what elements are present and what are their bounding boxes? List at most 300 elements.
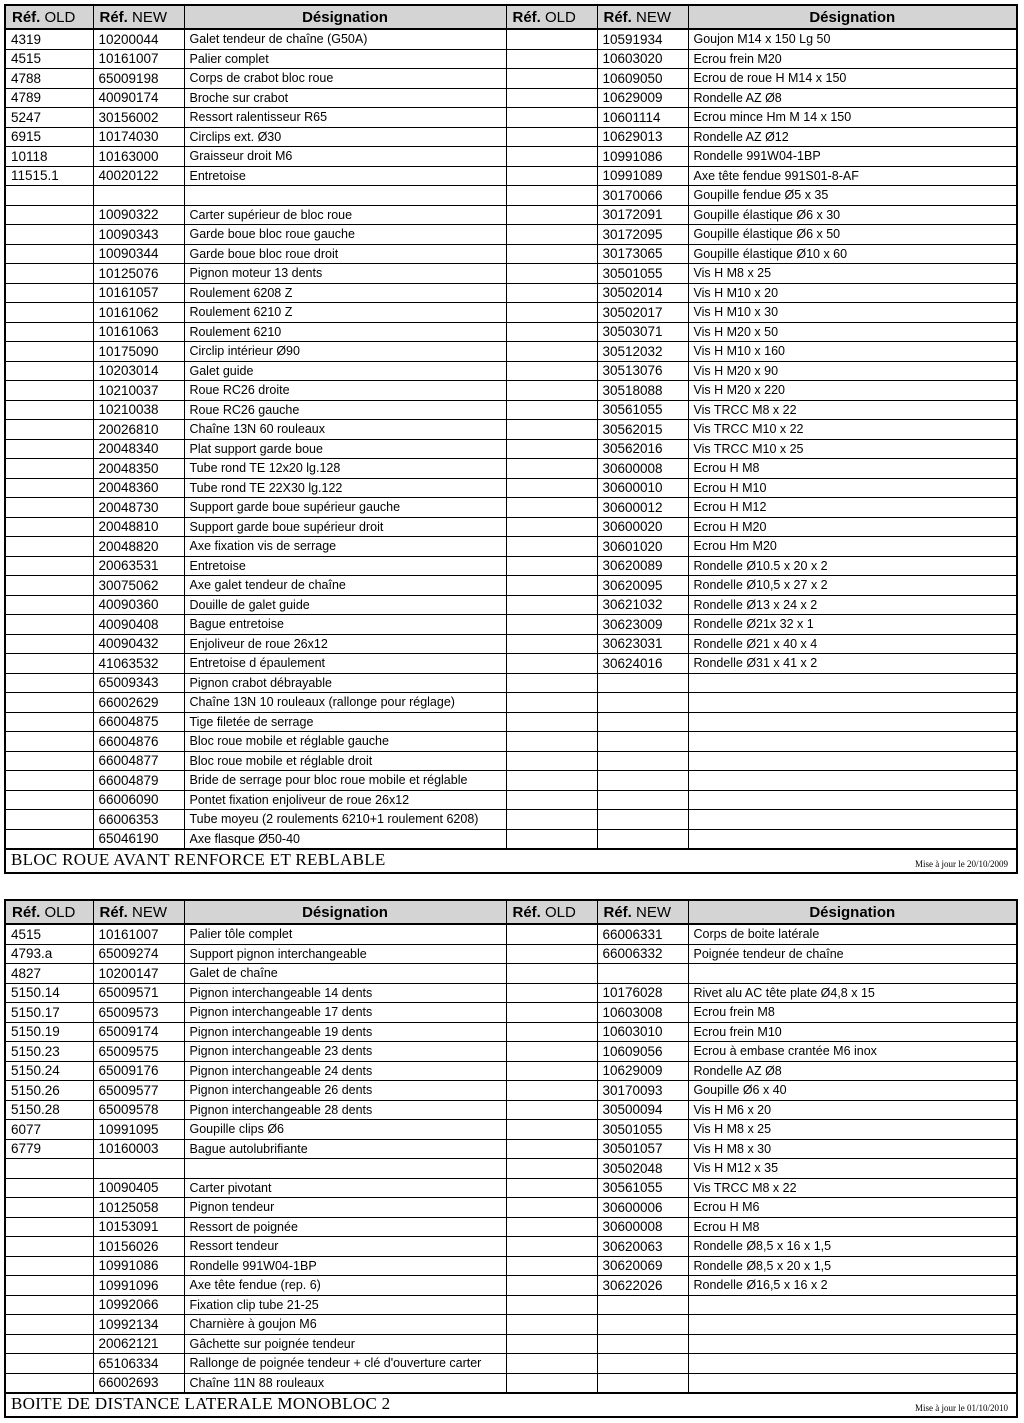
- table-row: [6, 478, 1016, 498]
- ref-new-cell: 30600008: [597, 459, 688, 479]
- designation-cell: Goupille Ø6 x 40: [688, 1081, 1016, 1101]
- designation-cell: Vis H M10 x 30: [688, 303, 1016, 323]
- ref-new-cell: [597, 673, 688, 693]
- ref-old-cell: [6, 342, 93, 362]
- ref-new-cell: [93, 186, 184, 206]
- ref-new-cell: 10090322: [93, 205, 184, 225]
- ref-new-cell: 65009274: [93, 944, 184, 964]
- designation-cell: Bloc roue mobile et réglable gauche: [184, 732, 506, 752]
- designation-cell: [184, 186, 506, 206]
- table-row: [6, 615, 1016, 635]
- designation-cell: Pignon interchangeable 26 dents: [184, 1081, 506, 1101]
- ref-new-cell: 10210037: [93, 381, 184, 401]
- designation-cell: Ecrou H M10: [688, 478, 1016, 498]
- designation-cell: Axe tête fendue (rep. 6): [184, 1276, 506, 1296]
- ref-old-cell: [506, 1256, 597, 1276]
- ref-old-cell: [506, 205, 597, 225]
- ref-new-cell: 30600020: [597, 517, 688, 537]
- designation-cell: Fixation clip tube 21-25: [184, 1295, 506, 1315]
- ref-new-cell: [597, 1315, 688, 1335]
- designation-cell: Vis H M20 x 220: [688, 381, 1016, 401]
- ref-new-cell: 66006353: [93, 810, 184, 830]
- ref-new-cell: 10163000: [93, 147, 184, 167]
- ref-old-cell: [506, 1061, 597, 1081]
- ref-old-cell: [506, 654, 597, 674]
- designation-cell: Vis TRCC M10 x 25: [688, 439, 1016, 459]
- table-row: [6, 517, 1016, 537]
- ref-new-cell: [597, 751, 688, 771]
- table-row: [6, 964, 1016, 984]
- table-row: [6, 420, 1016, 440]
- designation-cell: Vis H M10 x 20: [688, 283, 1016, 303]
- designation-cell: Roulement 6208 Z: [184, 283, 506, 303]
- table-row: [6, 595, 1016, 615]
- parts-sheet-boite-distance: [4, 899, 1018, 1418]
- ref-new-cell: [597, 810, 688, 830]
- designation-cell: Ecrou de roue H M14 x 150: [688, 69, 1016, 89]
- designation-cell: Goupille élastique Ø6 x 30: [688, 205, 1016, 225]
- ref-old-cell: [6, 283, 93, 303]
- ref-new-cell: 30512032: [597, 342, 688, 362]
- designation-cell: Roulement 6210: [184, 322, 506, 342]
- ref-old-cell: [6, 1159, 93, 1179]
- sheet-footer: [6, 1392, 1016, 1416]
- designation-cell: Enjoliveur de roue 26x12: [184, 634, 506, 654]
- table-row: [6, 69, 1016, 89]
- col-ref-new: Réf. NEW: [597, 6, 688, 29]
- ref-old-cell: [6, 420, 93, 440]
- designation-cell: Garde boue bloc roue gauche: [184, 225, 506, 245]
- designation-cell: Vis H M8 x 25: [688, 264, 1016, 284]
- table-row: [6, 732, 1016, 752]
- table-row: [6, 322, 1016, 342]
- table-row: [6, 673, 1016, 693]
- designation-cell: Ecrou H M8: [688, 459, 1016, 479]
- designation-cell: Vis H M8 x 25: [688, 1120, 1016, 1140]
- ref-new-cell: 30620089: [597, 556, 688, 576]
- ref-new-cell: 40020122: [93, 166, 184, 186]
- ref-old-cell: [6, 732, 93, 752]
- ref-old-cell: [506, 1003, 597, 1023]
- table-row: [6, 498, 1016, 518]
- ref-new-cell: 10125058: [93, 1198, 184, 1218]
- ref-new-cell: 65009343: [93, 673, 184, 693]
- ref-old-cell: 5150.17: [6, 1003, 93, 1023]
- ref-old-cell: [506, 790, 597, 810]
- ref-new-cell: 40090174: [93, 88, 184, 108]
- ref-new-cell: 30501055: [597, 1120, 688, 1140]
- ref-old-cell: 11515.1: [6, 166, 93, 186]
- table-row: [6, 127, 1016, 147]
- ref-old-cell: [6, 634, 93, 654]
- ref-old-cell: [506, 732, 597, 752]
- ref-new-cell: 20048350: [93, 459, 184, 479]
- designation-cell: Ecrou frein M20: [688, 49, 1016, 69]
- ref-old-cell: [506, 342, 597, 362]
- ref-new-cell: 30620063: [597, 1237, 688, 1257]
- ref-new-cell: 10609050: [597, 69, 688, 89]
- designation-cell: Pignon interchangeable 24 dents: [184, 1061, 506, 1081]
- ref-new-cell: 66004879: [93, 771, 184, 791]
- designation-cell: Goupille élastique Ø10 x 60: [688, 244, 1016, 264]
- ref-new-cell: [597, 712, 688, 732]
- designation-cell: Rondelle Ø8,5 x 20 x 1,5: [688, 1256, 1016, 1276]
- ref-old-cell: [6, 1217, 93, 1237]
- ref-old-cell: [6, 439, 93, 459]
- ref-new-cell: 30170066: [597, 186, 688, 206]
- ref-old-cell: [6, 712, 93, 732]
- table-row: [6, 29, 1016, 49]
- designation-cell: Ecrou frein M8: [688, 1003, 1016, 1023]
- ref-old-cell: [506, 498, 597, 518]
- ref-new-cell: 65009573: [93, 1003, 184, 1023]
- designation-cell: Chaîne 11N 88 rouleaux: [184, 1373, 506, 1393]
- ref-old-cell: [6, 771, 93, 791]
- ref-new-cell: 65046190: [93, 829, 184, 849]
- table-row: [6, 712, 1016, 732]
- table-row: [6, 1081, 1016, 1101]
- ref-new-cell: 20062121: [93, 1334, 184, 1354]
- designation-cell: Goupille élastique Ø6 x 50: [688, 225, 1016, 245]
- ref-old-cell: [506, 751, 597, 771]
- ref-old-cell: [506, 186, 597, 206]
- designation-cell: Entretoise: [184, 556, 506, 576]
- ref-new-cell: 10629013: [597, 127, 688, 147]
- designation-cell: Pignon tendeur: [184, 1198, 506, 1218]
- ref-old-cell: [506, 1100, 597, 1120]
- designation-cell: Corps de boite latérale: [688, 924, 1016, 944]
- ref-old-cell: [6, 498, 93, 518]
- ref-new-cell: 10176028: [597, 983, 688, 1003]
- ref-new-cell: 10090405: [93, 1178, 184, 1198]
- designation-cell: Axe galet tendeur de chaîne: [184, 576, 506, 596]
- ref-new-cell: 10210038: [93, 400, 184, 420]
- ref-new-cell: 30170093: [597, 1081, 688, 1101]
- table-row: [6, 1178, 1016, 1198]
- col-ref-new: Réf. NEW: [597, 901, 688, 924]
- table-row: [6, 400, 1016, 420]
- col-ref-old: Réf. OLD: [506, 6, 597, 29]
- designation-cell: [688, 964, 1016, 984]
- ref-new-cell: 10200147: [93, 964, 184, 984]
- ref-new-cell: 30620095: [597, 576, 688, 596]
- ref-old-cell: [506, 1120, 597, 1140]
- designation-cell: Gâchette sur poignée tendeur: [184, 1334, 506, 1354]
- designation-cell: Carter pivotant: [184, 1178, 506, 1198]
- ref-old-cell: [506, 1178, 597, 1198]
- designation-cell: Rondelle AZ Ø8: [688, 1061, 1016, 1081]
- designation-cell: Rondelle Ø16,5 x 16 x 2: [688, 1276, 1016, 1296]
- ref-new-cell: 66004877: [93, 751, 184, 771]
- table-row: [6, 1276, 1016, 1296]
- ref-new-cell: 10601114: [597, 108, 688, 128]
- table-row: [6, 49, 1016, 69]
- designation-cell: Ecrou frein M10: [688, 1022, 1016, 1042]
- ref-old-cell: [506, 829, 597, 849]
- designation-cell: Goupille clips Ø6: [184, 1120, 506, 1140]
- table-row: [6, 751, 1016, 771]
- ref-new-cell: 65009198: [93, 69, 184, 89]
- ref-new-cell: 30500094: [597, 1100, 688, 1120]
- ref-new-cell: 20048730: [93, 498, 184, 518]
- ref-old-cell: 4827: [6, 964, 93, 984]
- table-row: [6, 264, 1016, 284]
- ref-old-cell: [506, 693, 597, 713]
- table-row: [6, 283, 1016, 303]
- table-row: [6, 1334, 1016, 1354]
- table-row: [6, 810, 1016, 830]
- ref-old-cell: [6, 264, 93, 284]
- ref-old-cell: [6, 478, 93, 498]
- ref-old-cell: [506, 1276, 597, 1296]
- designation-cell: Rondelle Ø13 x 24 x 2: [688, 595, 1016, 615]
- ref-new-cell: 40090408: [93, 615, 184, 635]
- table-row: [6, 944, 1016, 964]
- ref-old-cell: [6, 751, 93, 771]
- ref-new-cell: [597, 790, 688, 810]
- ref-new-cell: 10609056: [597, 1042, 688, 1062]
- designation-cell: [688, 1354, 1016, 1374]
- ref-new-cell: 30561055: [597, 400, 688, 420]
- designation-cell: Galet tendeur de chaîne (G50A): [184, 29, 506, 49]
- ref-old-cell: [6, 829, 93, 849]
- table-row: [6, 147, 1016, 167]
- ref-old-cell: 5150.24: [6, 1061, 93, 1081]
- designation-cell: Tube moyeu (2 roulements 6210+1 roulement 6208): [184, 810, 506, 830]
- table-header-row: [6, 6, 1016, 29]
- ref-new-cell: 30621032: [597, 595, 688, 615]
- ref-new-cell: 65009571: [93, 983, 184, 1003]
- parts-table: [6, 6, 1016, 849]
- ref-new-cell: 30623009: [597, 615, 688, 635]
- ref-new-cell: 10125076: [93, 264, 184, 284]
- table-row: [6, 459, 1016, 479]
- table-row: [6, 983, 1016, 1003]
- ref-new-cell: [597, 1354, 688, 1374]
- col-ref-new: Réf. NEW: [93, 6, 184, 29]
- ref-old-cell: [6, 790, 93, 810]
- ref-old-cell: 5150.19: [6, 1022, 93, 1042]
- ref-old-cell: [506, 400, 597, 420]
- designation-cell: Roue RC26 gauche: [184, 400, 506, 420]
- designation-cell: [688, 1315, 1016, 1335]
- designation-cell: Rondelle Ø31 x 41 x 2: [688, 654, 1016, 674]
- ref-new-cell: 30622026: [597, 1276, 688, 1296]
- ref-old-cell: [506, 264, 597, 284]
- col-designation: Désignation: [688, 901, 1016, 924]
- designation-cell: Vis H M8 x 30: [688, 1139, 1016, 1159]
- designation-cell: Rondelle Ø10,5 x 27 x 2: [688, 576, 1016, 596]
- ref-new-cell: 10174030: [93, 127, 184, 147]
- ref-new-cell: 30501055: [597, 264, 688, 284]
- designation-cell: [688, 673, 1016, 693]
- ref-new-cell: [597, 771, 688, 791]
- ref-new-cell: 10161007: [93, 49, 184, 69]
- ref-new-cell: [597, 1295, 688, 1315]
- ref-old-cell: [6, 615, 93, 635]
- table-row: [6, 924, 1016, 944]
- ref-old-cell: [506, 1354, 597, 1374]
- ref-new-cell: 65009176: [93, 1061, 184, 1081]
- ref-new-cell: 65106334: [93, 1354, 184, 1374]
- designation-cell: Vis H M6 x 20: [688, 1100, 1016, 1120]
- ref-new-cell: 30562016: [597, 439, 688, 459]
- table-row: [6, 166, 1016, 186]
- ref-old-cell: [506, 478, 597, 498]
- table-row: [6, 439, 1016, 459]
- ref-old-cell: [506, 381, 597, 401]
- table-row: [6, 790, 1016, 810]
- table-row: [6, 342, 1016, 362]
- col-designation: Désignation: [184, 6, 506, 29]
- designation-cell: Circlips ext. Ø30: [184, 127, 506, 147]
- ref-new-cell: 10161007: [93, 924, 184, 944]
- update-date: Mise à jour le 01/10/2010: [915, 1403, 1008, 1413]
- ref-old-cell: [506, 108, 597, 128]
- ref-old-cell: [506, 634, 597, 654]
- ref-old-cell: [506, 595, 597, 615]
- designation-cell: Axe fixation vis de serrage: [184, 537, 506, 557]
- designation-cell: Rondelle Ø8,5 x 16 x 1,5: [688, 1237, 1016, 1257]
- ref-old-cell: 5150.23: [6, 1042, 93, 1062]
- ref-old-cell: [6, 322, 93, 342]
- ref-new-cell: 30513076: [597, 361, 688, 381]
- ref-new-cell: 10991086: [597, 147, 688, 167]
- parts-table-body: [6, 924, 1016, 1393]
- designation-cell: [688, 771, 1016, 791]
- ref-old-cell: [506, 1022, 597, 1042]
- designation-cell: Axe tête fendue 991S01-8-AF: [688, 166, 1016, 186]
- table-row: [6, 1100, 1016, 1120]
- ref-old-cell: [506, 712, 597, 732]
- designation-cell: Ressort de poignée: [184, 1217, 506, 1237]
- ref-old-cell: [506, 439, 597, 459]
- ref-new-cell: 30156002: [93, 108, 184, 128]
- ref-new-cell: 10603008: [597, 1003, 688, 1023]
- table-row: [6, 205, 1016, 225]
- table-row: [6, 361, 1016, 381]
- designation-cell: Rallonge de poignée tendeur + clé d'ouverture carter: [184, 1354, 506, 1374]
- table-row: [6, 1120, 1016, 1140]
- designation-cell: Pignon interchangeable 14 dents: [184, 983, 506, 1003]
- ref-new-cell: [597, 693, 688, 713]
- ref-new-cell: 30624016: [597, 654, 688, 674]
- ref-old-cell: [506, 944, 597, 964]
- ref-new-cell: 30503071: [597, 322, 688, 342]
- ref-old-cell: [506, 88, 597, 108]
- table-row: [6, 108, 1016, 128]
- ref-new-cell: 30172095: [597, 225, 688, 245]
- ref-new-cell: 65009577: [93, 1081, 184, 1101]
- ref-old-cell: [506, 459, 597, 479]
- table-row: [6, 829, 1016, 849]
- ref-old-cell: [506, 283, 597, 303]
- designation-cell: [688, 790, 1016, 810]
- ref-old-cell: [6, 205, 93, 225]
- ref-old-cell: [506, 29, 597, 49]
- ref-new-cell: [597, 732, 688, 752]
- designation-cell: Charnière à goujon M6: [184, 1315, 506, 1335]
- col-ref-old: Réf. OLD: [6, 6, 93, 29]
- designation-cell: Carter supérieur de bloc roue: [184, 205, 506, 225]
- table-row: [6, 1217, 1016, 1237]
- ref-new-cell: 20048340: [93, 439, 184, 459]
- ref-new-cell: 10153091: [93, 1217, 184, 1237]
- designation-cell: [688, 1295, 1016, 1315]
- designation-cell: Pignon interchangeable 28 dents: [184, 1100, 506, 1120]
- designation-cell: Rondelle Ø21 x 40 x 4: [688, 634, 1016, 654]
- table-row: [6, 1237, 1016, 1257]
- ref-old-cell: [506, 127, 597, 147]
- designation-cell: [688, 712, 1016, 732]
- table-row: [6, 537, 1016, 557]
- designation-cell: Tube rond TE 22X30 lg.122: [184, 478, 506, 498]
- ref-old-cell: [6, 1354, 93, 1374]
- ref-new-cell: 30502014: [597, 283, 688, 303]
- ref-old-cell: [506, 1334, 597, 1354]
- designation-cell: Vis TRCC M8 x 22: [688, 1178, 1016, 1198]
- ref-old-cell: [6, 1315, 93, 1335]
- ref-old-cell: [506, 322, 597, 342]
- ref-new-cell: 10203014: [93, 361, 184, 381]
- designation-cell: Bride de serrage pour bloc roue mobile et réglable: [184, 771, 506, 791]
- ref-new-cell: 10200044: [93, 29, 184, 49]
- ref-old-cell: [506, 1159, 597, 1179]
- ref-new-cell: 10161062: [93, 303, 184, 323]
- designation-cell: Vis TRCC M10 x 22: [688, 420, 1016, 440]
- ref-new-cell: [93, 1159, 184, 1179]
- ref-new-cell: 30600012: [597, 498, 688, 518]
- designation-cell: Rondelle AZ Ø12: [688, 127, 1016, 147]
- col-ref-old: Réf. OLD: [506, 901, 597, 924]
- ref-old-cell: [506, 810, 597, 830]
- ref-old-cell: [506, 1139, 597, 1159]
- ref-old-cell: [6, 1237, 93, 1257]
- designation-cell: Circlip intérieur Ø90: [184, 342, 506, 362]
- ref-old-cell: [6, 459, 93, 479]
- ref-old-cell: [6, 1276, 93, 1296]
- table-row: [6, 1315, 1016, 1335]
- designation-cell: Roue RC26 droite: [184, 381, 506, 401]
- designation-cell: [688, 693, 1016, 713]
- ref-old-cell: [6, 576, 93, 596]
- section-title: BOITE DE DISTANCE LATERALE MONOBLOC 2: [11, 1394, 391, 1413]
- designation-cell: Palier complet: [184, 49, 506, 69]
- designation-cell: Garde boue bloc roue droit: [184, 244, 506, 264]
- parts-table-body: [6, 29, 1016, 849]
- designation-cell: Ecrou H M8: [688, 1217, 1016, 1237]
- ref-old-cell: [6, 537, 93, 557]
- ref-old-cell: 4515: [6, 49, 93, 69]
- table-row: [6, 88, 1016, 108]
- ref-old-cell: [6, 1295, 93, 1315]
- ref-old-cell: [506, 166, 597, 186]
- designation-cell: Ecrou à embase crantée M6 inox: [688, 1042, 1016, 1062]
- table-row: [6, 1022, 1016, 1042]
- ref-old-cell: [6, 654, 93, 674]
- ref-old-cell: 6077: [6, 1120, 93, 1140]
- ref-old-cell: [506, 225, 597, 245]
- designation-cell: Bloc roue mobile et réglable droit: [184, 751, 506, 771]
- parts-table: [6, 901, 1016, 1393]
- ref-old-cell: 4515: [6, 924, 93, 944]
- ref-new-cell: 30075062: [93, 576, 184, 596]
- designation-cell: Pignon crabot débrayable: [184, 673, 506, 693]
- ref-old-cell: [6, 673, 93, 693]
- col-ref-new: Réf. NEW: [93, 901, 184, 924]
- table-row: [6, 1354, 1016, 1374]
- designation-cell: Entretoise: [184, 166, 506, 186]
